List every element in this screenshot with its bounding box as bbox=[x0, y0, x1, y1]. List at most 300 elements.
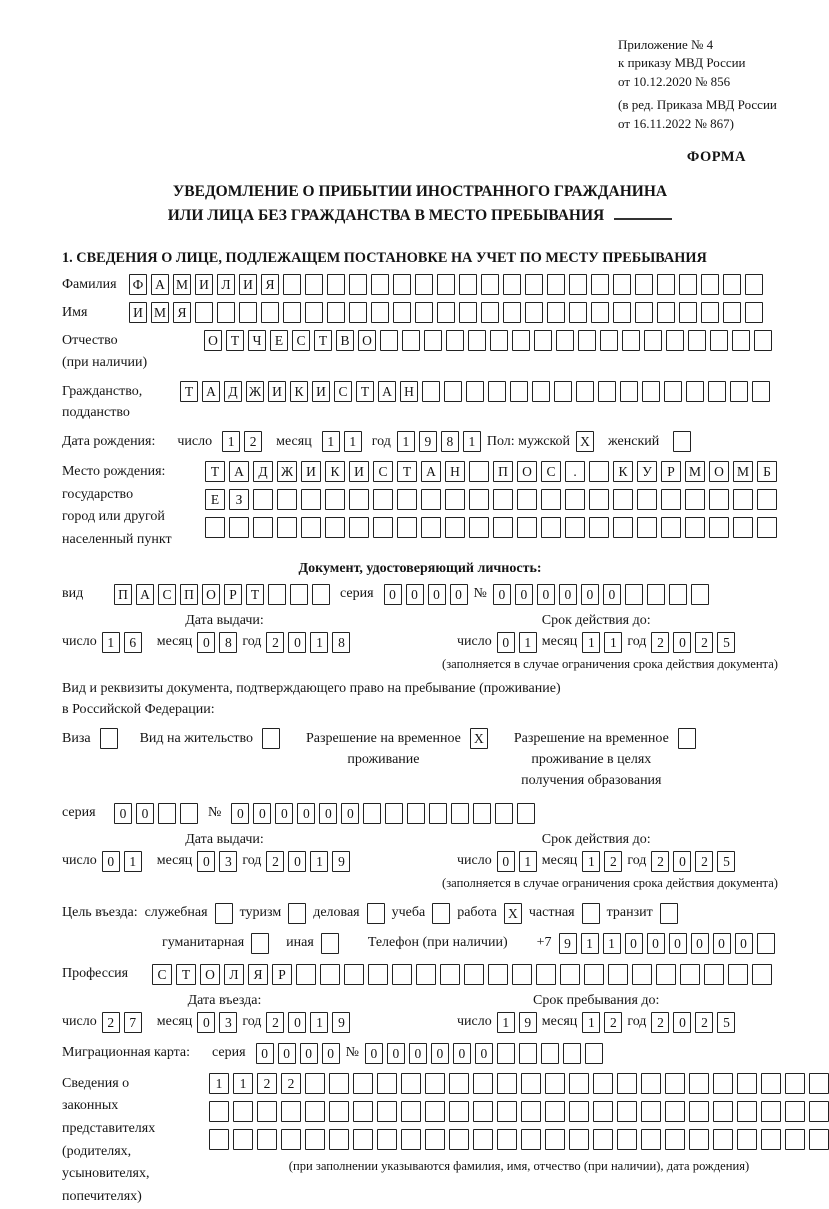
cell[interactable] bbox=[686, 381, 704, 402]
cell[interactable] bbox=[497, 1043, 515, 1064]
cell[interactable]: 9 bbox=[332, 1012, 350, 1033]
cell[interactable] bbox=[519, 1043, 537, 1064]
cell[interactable]: 0 bbox=[713, 933, 731, 954]
cell[interactable] bbox=[556, 330, 574, 351]
cell[interactable]: О bbox=[200, 964, 220, 985]
cell[interactable]: К bbox=[613, 461, 633, 482]
cell[interactable]: 0 bbox=[288, 1012, 306, 1033]
cell[interactable] bbox=[344, 964, 364, 985]
cell[interactable] bbox=[503, 274, 521, 295]
cell[interactable]: Т bbox=[176, 964, 196, 985]
cell[interactable] bbox=[532, 381, 550, 402]
cell[interactable] bbox=[445, 517, 465, 538]
cell[interactable]: 2 bbox=[257, 1073, 277, 1094]
cell[interactable]: О bbox=[202, 584, 220, 605]
cell[interactable] bbox=[591, 302, 609, 323]
cell[interactable] bbox=[708, 381, 726, 402]
cell[interactable]: 1 bbox=[463, 431, 481, 452]
cell[interactable]: 0 bbox=[409, 1043, 427, 1064]
cell[interactable] bbox=[425, 1129, 445, 1150]
cell[interactable] bbox=[589, 461, 609, 482]
cell[interactable]: 1 bbox=[582, 851, 600, 872]
cell[interactable]: 1 bbox=[582, 1012, 600, 1033]
cell[interactable]: Т bbox=[314, 330, 332, 351]
cell[interactable] bbox=[451, 803, 469, 824]
cell[interactable] bbox=[641, 1073, 661, 1094]
cell[interactable]: 2 bbox=[266, 1012, 284, 1033]
cell[interactable] bbox=[657, 274, 675, 295]
cell[interactable]: И bbox=[195, 274, 213, 295]
cell[interactable] bbox=[517, 803, 535, 824]
cell[interactable] bbox=[541, 1043, 559, 1064]
cell[interactable] bbox=[327, 302, 345, 323]
cell[interactable]: 1 bbox=[519, 632, 537, 653]
cell[interactable] bbox=[593, 1129, 613, 1150]
cell[interactable]: Ж bbox=[277, 461, 297, 482]
cell[interactable] bbox=[669, 584, 687, 605]
cell[interactable]: 0 bbox=[114, 803, 132, 824]
cell[interactable]: 0 bbox=[136, 803, 154, 824]
cell[interactable] bbox=[521, 1101, 541, 1122]
cell[interactable] bbox=[761, 1073, 781, 1094]
cell[interactable] bbox=[283, 274, 301, 295]
cell[interactable] bbox=[673, 431, 691, 452]
cell[interactable] bbox=[397, 489, 417, 510]
cell[interactable]: 0 bbox=[537, 584, 555, 605]
cell[interactable] bbox=[613, 302, 631, 323]
cell[interactable]: Я bbox=[261, 274, 279, 295]
cell[interactable] bbox=[737, 1101, 757, 1122]
cell[interactable]: 6 bbox=[124, 632, 142, 653]
cell[interactable]: 1 bbox=[233, 1073, 253, 1094]
cell[interactable] bbox=[251, 933, 269, 954]
cell[interactable]: И bbox=[349, 461, 369, 482]
cell[interactable] bbox=[415, 302, 433, 323]
cell[interactable] bbox=[296, 964, 316, 985]
cell[interactable] bbox=[521, 1129, 541, 1150]
cell[interactable] bbox=[392, 964, 412, 985]
cell[interactable]: 0 bbox=[197, 632, 215, 653]
cell[interactable] bbox=[541, 489, 561, 510]
cell[interactable] bbox=[268, 584, 286, 605]
cell[interactable]: 0 bbox=[256, 1043, 274, 1064]
cell[interactable]: 8 bbox=[332, 632, 350, 653]
cell[interactable]: 0 bbox=[322, 1043, 340, 1064]
cell[interactable]: 0 bbox=[475, 1043, 493, 1064]
cell[interactable] bbox=[425, 1073, 445, 1094]
cell[interactable] bbox=[680, 964, 700, 985]
cell[interactable] bbox=[449, 1129, 469, 1150]
cell[interactable] bbox=[488, 381, 506, 402]
cell[interactable] bbox=[257, 1101, 277, 1122]
cell[interactable]: О bbox=[709, 461, 729, 482]
cell[interactable] bbox=[757, 933, 775, 954]
cell[interactable] bbox=[752, 964, 772, 985]
cell[interactable] bbox=[617, 1101, 637, 1122]
cell[interactable] bbox=[353, 1073, 373, 1094]
cell[interactable] bbox=[469, 489, 489, 510]
cell[interactable] bbox=[353, 1101, 373, 1122]
cell[interactable]: 0 bbox=[275, 803, 293, 824]
cell[interactable]: 8 bbox=[219, 632, 237, 653]
cell[interactable]: Л bbox=[224, 964, 244, 985]
cell[interactable] bbox=[440, 964, 460, 985]
cell[interactable] bbox=[373, 517, 393, 538]
cell[interactable] bbox=[353, 1129, 373, 1150]
cell[interactable]: Т bbox=[397, 461, 417, 482]
cell[interactable] bbox=[754, 330, 772, 351]
cell[interactable] bbox=[665, 1073, 685, 1094]
cell[interactable] bbox=[689, 1101, 709, 1122]
cell[interactable] bbox=[327, 274, 345, 295]
cell[interactable]: 0 bbox=[453, 1043, 471, 1064]
cell[interactable] bbox=[437, 302, 455, 323]
cell[interactable]: Т bbox=[180, 381, 198, 402]
cell[interactable] bbox=[257, 1129, 277, 1150]
cell[interactable] bbox=[349, 302, 367, 323]
cell[interactable] bbox=[660, 903, 678, 924]
cell[interactable] bbox=[584, 964, 604, 985]
cell[interactable] bbox=[691, 584, 709, 605]
cell[interactable] bbox=[468, 330, 486, 351]
cell[interactable] bbox=[490, 330, 508, 351]
cell[interactable] bbox=[745, 302, 763, 323]
cell[interactable] bbox=[424, 330, 442, 351]
cell[interactable] bbox=[737, 1073, 757, 1094]
cell[interactable]: Т bbox=[226, 330, 244, 351]
cell[interactable] bbox=[464, 964, 484, 985]
cell[interactable] bbox=[608, 964, 628, 985]
cell[interactable]: А bbox=[378, 381, 396, 402]
cell[interactable] bbox=[545, 1129, 565, 1150]
cell[interactable] bbox=[752, 381, 770, 402]
cell[interactable] bbox=[582, 903, 600, 924]
cell[interactable]: Я bbox=[173, 302, 191, 323]
cell[interactable]: В bbox=[336, 330, 354, 351]
cell[interactable]: Н bbox=[400, 381, 418, 402]
cell[interactable] bbox=[593, 1073, 613, 1094]
cell[interactable] bbox=[401, 1073, 421, 1094]
cell[interactable]: М bbox=[685, 461, 705, 482]
title-blank-line[interactable] bbox=[614, 206, 672, 220]
cell[interactable]: 0 bbox=[102, 851, 120, 872]
cell[interactable] bbox=[253, 517, 273, 538]
cell[interactable]: 1 bbox=[310, 1012, 328, 1033]
cell[interactable] bbox=[229, 517, 249, 538]
cell[interactable] bbox=[593, 1101, 613, 1122]
cell[interactable]: 2 bbox=[651, 1012, 669, 1033]
cell[interactable] bbox=[809, 1129, 829, 1150]
cell[interactable] bbox=[576, 381, 594, 402]
cell[interactable] bbox=[647, 584, 665, 605]
cell[interactable]: 2 bbox=[651, 632, 669, 653]
cell[interactable]: С bbox=[541, 461, 561, 482]
cell[interactable] bbox=[205, 517, 225, 538]
cell[interactable]: 0 bbox=[515, 584, 533, 605]
cell[interactable] bbox=[541, 517, 561, 538]
cell[interactable]: 1 bbox=[581, 933, 599, 954]
cell[interactable] bbox=[325, 489, 345, 510]
cell[interactable] bbox=[589, 489, 609, 510]
cell[interactable] bbox=[534, 330, 552, 351]
cell[interactable] bbox=[709, 489, 729, 510]
cell[interactable]: 0 bbox=[197, 1012, 215, 1033]
cell[interactable]: 0 bbox=[288, 632, 306, 653]
cell[interactable] bbox=[497, 1129, 517, 1150]
cell[interactable] bbox=[525, 274, 543, 295]
cell[interactable]: И bbox=[129, 302, 147, 323]
cell[interactable]: 0 bbox=[253, 803, 271, 824]
cell[interactable]: К bbox=[290, 381, 308, 402]
cell[interactable] bbox=[329, 1101, 349, 1122]
cell[interactable] bbox=[510, 381, 528, 402]
cell[interactable]: С bbox=[292, 330, 310, 351]
cell[interactable] bbox=[253, 489, 273, 510]
cell[interactable] bbox=[678, 728, 696, 749]
cell[interactable]: 2 bbox=[266, 851, 284, 872]
cell[interactable] bbox=[397, 517, 417, 538]
cell[interactable] bbox=[569, 1129, 589, 1150]
cell[interactable] bbox=[449, 1073, 469, 1094]
cell[interactable]: К bbox=[325, 461, 345, 482]
cell[interactable] bbox=[371, 274, 389, 295]
cell[interactable] bbox=[809, 1073, 829, 1094]
cell[interactable]: И bbox=[312, 381, 330, 402]
cell[interactable] bbox=[305, 302, 323, 323]
cell[interactable]: Р bbox=[224, 584, 242, 605]
cell[interactable] bbox=[761, 1101, 781, 1122]
cell[interactable]: У bbox=[637, 461, 657, 482]
cell[interactable]: Ф bbox=[129, 274, 147, 295]
cell[interactable] bbox=[617, 1129, 637, 1150]
cell[interactable]: 0 bbox=[735, 933, 753, 954]
cell[interactable] bbox=[377, 1073, 397, 1094]
cell[interactable] bbox=[393, 302, 411, 323]
cell[interactable]: 1 bbox=[397, 431, 415, 452]
cell[interactable]: И bbox=[301, 461, 321, 482]
cell[interactable]: 2 bbox=[281, 1073, 301, 1094]
cell[interactable] bbox=[493, 517, 513, 538]
cell[interactable]: 5 bbox=[717, 632, 735, 653]
cell[interactable] bbox=[757, 517, 777, 538]
cell[interactable]: 9 bbox=[419, 431, 437, 452]
cell[interactable] bbox=[437, 274, 455, 295]
cell[interactable]: 0 bbox=[450, 584, 468, 605]
cell[interactable] bbox=[497, 1101, 517, 1122]
cell[interactable]: 0 bbox=[673, 851, 691, 872]
cell[interactable] bbox=[100, 728, 118, 749]
cell[interactable]: 2 bbox=[695, 1012, 713, 1033]
cell[interactable] bbox=[473, 1101, 493, 1122]
cell[interactable]: Е bbox=[270, 330, 288, 351]
cell[interactable] bbox=[723, 274, 741, 295]
cell[interactable] bbox=[569, 274, 587, 295]
cell[interactable] bbox=[642, 381, 660, 402]
cell[interactable] bbox=[625, 584, 643, 605]
cell[interactable]: 3 bbox=[219, 1012, 237, 1033]
cell[interactable]: 1 bbox=[310, 632, 328, 653]
cell[interactable] bbox=[277, 489, 297, 510]
cell[interactable] bbox=[349, 489, 369, 510]
cell[interactable] bbox=[701, 302, 719, 323]
cell[interactable] bbox=[493, 489, 513, 510]
cell[interactable]: 0 bbox=[673, 632, 691, 653]
cell[interactable] bbox=[180, 803, 198, 824]
cell[interactable] bbox=[473, 803, 491, 824]
cell[interactable]: Т bbox=[356, 381, 374, 402]
cell[interactable]: Д bbox=[253, 461, 273, 482]
cell[interactable] bbox=[517, 489, 537, 510]
cell[interactable] bbox=[661, 517, 681, 538]
cell[interactable] bbox=[709, 517, 729, 538]
cell[interactable] bbox=[545, 1101, 565, 1122]
cell[interactable] bbox=[785, 1101, 805, 1122]
cell[interactable] bbox=[373, 489, 393, 510]
cell[interactable] bbox=[158, 803, 176, 824]
cell[interactable]: 9 bbox=[519, 1012, 537, 1033]
cell[interactable] bbox=[665, 1101, 685, 1122]
cell[interactable] bbox=[679, 302, 697, 323]
cell[interactable] bbox=[632, 964, 652, 985]
cell[interactable] bbox=[290, 584, 308, 605]
cell[interactable] bbox=[425, 1101, 445, 1122]
cell[interactable]: 0 bbox=[297, 803, 315, 824]
cell[interactable] bbox=[401, 1101, 421, 1122]
cell[interactable]: 1 bbox=[582, 632, 600, 653]
cell[interactable] bbox=[288, 903, 306, 924]
cell[interactable] bbox=[554, 381, 572, 402]
cell[interactable] bbox=[785, 1129, 805, 1150]
cell[interactable] bbox=[613, 274, 631, 295]
cell[interactable] bbox=[393, 274, 411, 295]
cell[interactable]: 0 bbox=[493, 584, 511, 605]
cell[interactable] bbox=[466, 381, 484, 402]
cell[interactable]: 7 bbox=[124, 1012, 142, 1033]
cell[interactable] bbox=[512, 964, 532, 985]
cell[interactable]: 1 bbox=[102, 632, 120, 653]
cell[interactable] bbox=[761, 1129, 781, 1150]
cell[interactable] bbox=[521, 1073, 541, 1094]
cell[interactable]: О bbox=[358, 330, 376, 351]
cell[interactable] bbox=[215, 903, 233, 924]
cell[interactable] bbox=[713, 1101, 733, 1122]
cell[interactable] bbox=[371, 302, 389, 323]
cell[interactable] bbox=[637, 517, 657, 538]
cell[interactable]: 2 bbox=[266, 632, 284, 653]
cell[interactable]: 0 bbox=[603, 584, 621, 605]
cell[interactable] bbox=[613, 517, 633, 538]
cell[interactable] bbox=[459, 274, 477, 295]
cell[interactable] bbox=[745, 274, 763, 295]
cell[interactable]: 0 bbox=[428, 584, 446, 605]
cell[interactable] bbox=[233, 1129, 253, 1150]
cell[interactable] bbox=[329, 1073, 349, 1094]
cell[interactable]: Н bbox=[445, 461, 465, 482]
cell[interactable] bbox=[495, 803, 513, 824]
cell[interactable] bbox=[733, 489, 753, 510]
cell[interactable] bbox=[233, 1101, 253, 1122]
cell[interactable]: 2 bbox=[604, 851, 622, 872]
cell[interactable] bbox=[710, 330, 728, 351]
cell[interactable] bbox=[195, 302, 213, 323]
cell[interactable] bbox=[503, 302, 521, 323]
cell[interactable] bbox=[591, 274, 609, 295]
cell[interactable]: 0 bbox=[288, 851, 306, 872]
cell[interactable]: 9 bbox=[332, 851, 350, 872]
cell[interactable]: А bbox=[151, 274, 169, 295]
cell[interactable] bbox=[217, 302, 235, 323]
cell[interactable] bbox=[262, 728, 280, 749]
cell[interactable] bbox=[380, 330, 398, 351]
cell[interactable]: А bbox=[202, 381, 220, 402]
cell[interactable]: Ч bbox=[248, 330, 266, 351]
cell[interactable] bbox=[598, 381, 616, 402]
cell[interactable]: С bbox=[158, 584, 176, 605]
cell[interactable] bbox=[422, 381, 440, 402]
cell[interactable] bbox=[469, 517, 489, 538]
cell[interactable] bbox=[305, 274, 323, 295]
cell[interactable] bbox=[613, 489, 633, 510]
cell[interactable]: З bbox=[229, 489, 249, 510]
cell[interactable] bbox=[281, 1101, 301, 1122]
cell[interactable]: 2 bbox=[244, 431, 262, 452]
cell[interactable] bbox=[664, 381, 682, 402]
cell[interactable]: 0 bbox=[384, 584, 402, 605]
cell[interactable] bbox=[367, 903, 385, 924]
cell[interactable] bbox=[600, 330, 618, 351]
cell[interactable]: С bbox=[334, 381, 352, 402]
cell[interactable]: С bbox=[373, 461, 393, 482]
cell[interactable] bbox=[301, 489, 321, 510]
cell[interactable] bbox=[325, 517, 345, 538]
cell[interactable] bbox=[704, 964, 724, 985]
cell[interactable]: 9 bbox=[559, 933, 577, 954]
cell[interactable] bbox=[589, 517, 609, 538]
cell[interactable]: 1 bbox=[603, 933, 621, 954]
cell[interactable] bbox=[312, 584, 330, 605]
cell[interactable]: 0 bbox=[300, 1043, 318, 1064]
cell[interactable] bbox=[444, 381, 462, 402]
cell[interactable] bbox=[569, 1073, 589, 1094]
cell[interactable] bbox=[701, 274, 719, 295]
cell[interactable]: 0 bbox=[647, 933, 665, 954]
cell[interactable] bbox=[416, 964, 436, 985]
cell[interactable] bbox=[305, 1101, 325, 1122]
cell[interactable] bbox=[732, 330, 750, 351]
cell[interactable] bbox=[481, 302, 499, 323]
cell[interactable]: А bbox=[136, 584, 154, 605]
cell[interactable]: 2 bbox=[695, 851, 713, 872]
cell[interactable] bbox=[305, 1073, 325, 1094]
cell[interactable]: М bbox=[173, 274, 191, 295]
cell[interactable]: Ж bbox=[246, 381, 264, 402]
cell[interactable]: 1 bbox=[497, 1012, 515, 1033]
cell[interactable]: 2 bbox=[651, 851, 669, 872]
cell[interactable]: 0 bbox=[497, 632, 515, 653]
cell[interactable] bbox=[536, 964, 556, 985]
cell[interactable] bbox=[321, 933, 339, 954]
cell[interactable]: 1 bbox=[310, 851, 328, 872]
cell[interactable] bbox=[446, 330, 464, 351]
cell[interactable] bbox=[415, 274, 433, 295]
cell[interactable] bbox=[635, 274, 653, 295]
cell[interactable]: 1 bbox=[519, 851, 537, 872]
cell[interactable] bbox=[473, 1129, 493, 1150]
cell[interactable] bbox=[569, 1101, 589, 1122]
cell[interactable] bbox=[377, 1101, 397, 1122]
cell[interactable] bbox=[385, 803, 403, 824]
cell[interactable]: 0 bbox=[341, 803, 359, 824]
